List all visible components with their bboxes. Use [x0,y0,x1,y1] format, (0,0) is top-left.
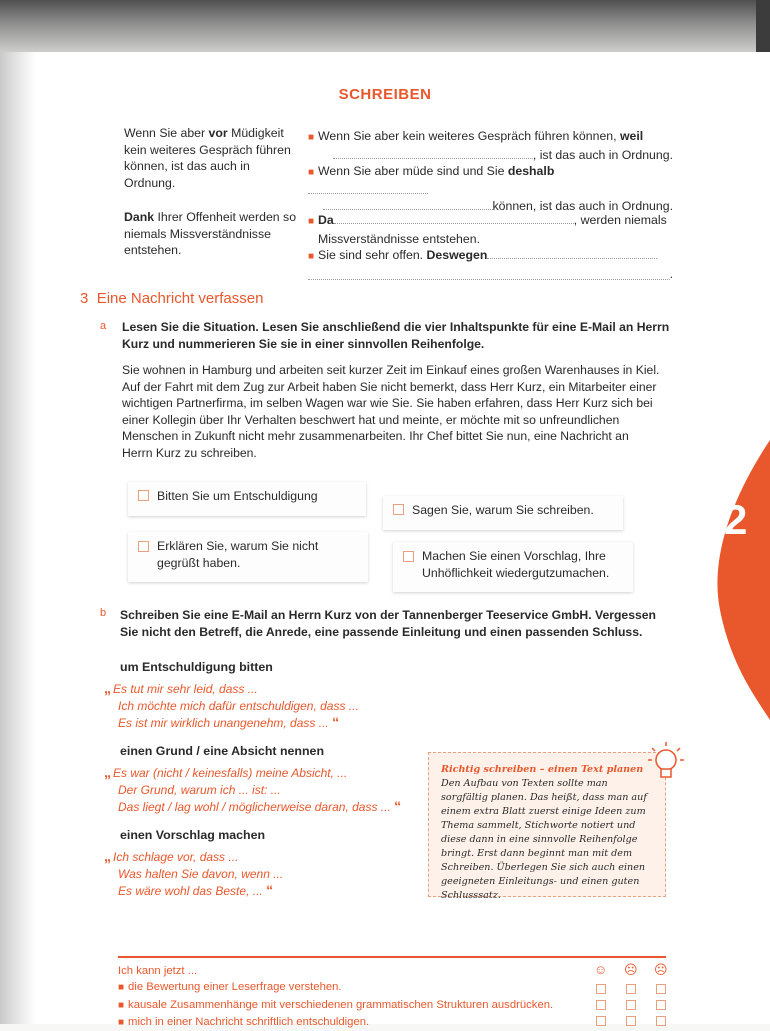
phrase-group [104,848,283,900]
text: , ist das auch in Ordnung. [532,147,673,162]
phrase-line [104,882,283,900]
text: Wenn Sie aber kein weiteres Gespräch führen können, [318,129,620,143]
example-line: Missverständnisse entstehen. [318,231,480,246]
rating-checkbox[interactable] [656,984,666,994]
divider [118,956,666,958]
tip-box [428,752,666,901]
phrase-line [104,848,283,866]
example-line [308,212,673,231]
situation-text: Sie wohnen in Hamburg und arbeiten seit kurzer Zeit im Einkauf eines großen Warenhauses in Kiel. Auf der Fahrt mit dem Zug zur Arbeit haben Sie nicht bemerkt, dass Herr Kurz, ein Mitarbeiter einer wichtigen Partnerfirma, im selben Wagen war wie Sie. Sie haben erfahren, dass Herr Kurz sich bei einer Kollegin über Ihr Verhalten beschwert hat und meinte, er möchte mit so unfreundlichen Menschen in Zukunft nicht mehr zusammenarbeiten. Ihr Chef bittet Sie nun, eine Nachricht an Herrn Kurz zu schreiben. [122,363,660,460]
rating-checkbox[interactable] [626,1016,636,1026]
point-label: Machen Sie einen Vorschlag, Ihre Unhöflichkeit wiedergutzumachen. [422,549,610,580]
bullet-icon: ■ [308,216,315,227]
content-point[interactable] [128,532,368,582]
point-label: Sagen Sie, warum Sie schreiben. [412,503,594,517]
task-letter-b: b [100,607,107,619]
phrase-line: Ich möchte mich dafür entschuldigen, dass ... [118,698,359,713]
self-check-intro: Ich kann jetzt ... [118,965,198,977]
blank-line[interactable] [487,247,657,259]
point-label: Erklären Sie, warum Sie nicht gegrüßt haben. [157,539,319,570]
text: . [669,266,673,281]
rating-checkbox[interactable] [626,984,636,994]
text: Ihrer Offenheit werden so niemals Missverständnisse entstehen. [124,210,297,258]
item-text: mich in einer Nachricht schriftlich entschuldigen. [128,1015,370,1028]
keyword: Deswegen [426,248,488,263]
content-point[interactable] [393,542,633,592]
phrase-line [104,680,359,698]
chapter-number: 2 [724,496,748,543]
lightbulb-icon [646,738,686,794]
text: Wenn Sie aber müde sind und Sie [318,164,508,179]
scan-top-band [0,0,770,56]
rating-checkbox[interactable] [596,1000,606,1010]
content-point[interactable] [128,482,366,516]
example-right-1 [308,128,673,215]
rating-checkbox[interactable] [656,1000,666,1010]
text: können, ist das auch in Ordnung. [492,199,673,214]
content-point[interactable] [383,496,623,530]
blank-line[interactable] [308,266,670,280]
phrase-line [104,714,359,732]
bullet-icon: ■ [118,1016,125,1028]
item-text: kausale Zusammenhänge mit verschiedenen grammatischen Strukturen ausdrücken. [128,998,554,1011]
example-line [308,247,673,266]
task-letter-a: a [100,320,107,332]
phrase: Es ist mir wirklich unangenehm, dass ... [118,716,329,730]
quote-open: „ [104,680,111,696]
phrase-heading: um Entschuldigung bitten [120,660,273,674]
text: , werden niemals [573,213,667,227]
sad-face-icon: ☹ [654,962,668,977]
exercise-heading [80,290,263,307]
task-b-instruction: Schreiben Sie eine E-Mail an Herrn Kurz von der Tannenberger Teeservice GmbH. Vergessen Sie nicht den Betreff, die Anrede, eine passende Einleitung und einen passenden Schluss. [120,608,656,639]
exercise-title: Eine Nachricht verfassen [96,290,264,307]
blank-line[interactable] [323,198,493,210]
phrase: Es tut mir sehr leid, dass ... [113,682,258,696]
phrase-heading: einen Grund / eine Absicht nennen [120,744,325,758]
bullet-icon: ■ [308,251,315,263]
phrase-heading: einen Vorschlag machen [120,828,266,842]
example-line [308,163,673,198]
phrase: Das liegt / lag wohl / möglicherweise daran, dass ... [118,800,391,814]
scan-corner [756,0,770,60]
phrase-line [104,764,403,782]
blank-line[interactable] [308,182,428,194]
quote-close: “ [266,882,274,898]
self-check [118,963,553,1031]
example-line [308,147,673,164]
text: Wenn Sie aber [124,126,209,140]
bullet-icon: ■ [118,999,125,1011]
text: Müdigkeit kein weiteres Gespräch führen können, ist das auch in Ordnung. [124,126,291,190]
task-a-instruction: Lesen Sie die Situation. Lesen Sie anschließend die vier Inhaltspunkte für eine E-Mail an Herrn Kurz und nummerieren Sie sie in einer sinnvollen Reihenfolge. [122,320,670,351]
phrase-group [104,680,359,732]
tip-text: Den Aufbau von Texten sollte man sorgfältig planen. Das heißt, dass man auf einem extra Blatt zuerst einige Ideen zum Thema sammelt, Stichworte notiert und diese dann in eine sinnvolle Reihenfolge bringt. Erst dann beginnt man mit dem Schreiben. Überlegen Sie sich auch einen geeigneten Einleitungs- und einen guten Schlusssatz. [441,778,647,901]
chapter-tab [710,440,770,720]
self-check-item [118,997,553,1014]
phrase: Ich schlage vor, dass ... [113,850,239,864]
rating-checkbox[interactable] [596,1016,606,1026]
book-spine-shadow [0,52,36,1024]
example-line [308,266,673,283]
bullet-icon: ■ [308,167,315,179]
quote-open: „ [104,848,111,864]
phrase: Es wäre wohl das Beste, ... [118,884,263,898]
bullet-icon: ■ [118,982,125,994]
phrase-group [104,764,403,816]
point-label: Bitten Sie um Entschuldigung [157,489,318,503]
checkbox[interactable] [138,490,149,501]
keyword: vor [208,126,228,140]
example-left-2 [124,209,304,259]
keyword: deshalb [507,164,555,179]
text: Sie sind sehr offen. [318,248,427,263]
self-check-item [118,979,553,996]
rating-checkbox[interactable] [656,1016,666,1026]
example-right-2 [308,212,673,282]
blank-line[interactable] [333,147,533,159]
exercise-number: 3 [80,290,89,307]
tip-title: Richtig schreiben – einen Text planen [441,764,644,775]
quote-open: „ [104,764,111,780]
self-check-item [118,1014,553,1031]
checkbox[interactable] [138,541,149,552]
phrase: Es war (nicht / keinesfalls) meine Absicht, ... [113,766,348,780]
checkbox[interactable] [393,504,404,515]
neutral-face-icon: ☹ [624,962,638,977]
example-left-1 [124,125,304,191]
quote-close: “ [394,798,402,814]
bullet-icon: ■ [308,132,315,143]
blank-line[interactable] [334,212,574,224]
rating-checkbox[interactable] [596,984,606,994]
item-text: die Bewertung einer Leserfrage verstehen. [128,981,342,994]
rating-checkbox[interactable] [626,1000,636,1010]
keyword: Da [318,213,334,227]
happy-face-icon: ☺ [594,962,608,977]
quote-close: “ [332,714,340,730]
phrase-line [104,798,403,816]
keyword: Dank [124,210,155,224]
example-line [308,128,673,147]
section-title: SCHREIBEN [338,86,432,103]
checkbox[interactable] [403,551,414,562]
phrase-line: Was halten Sie davon, wenn ... [118,866,284,881]
keyword: weil [619,129,644,143]
phrase-line: Der Grund, warum ich ... ist: ... [118,782,281,797]
